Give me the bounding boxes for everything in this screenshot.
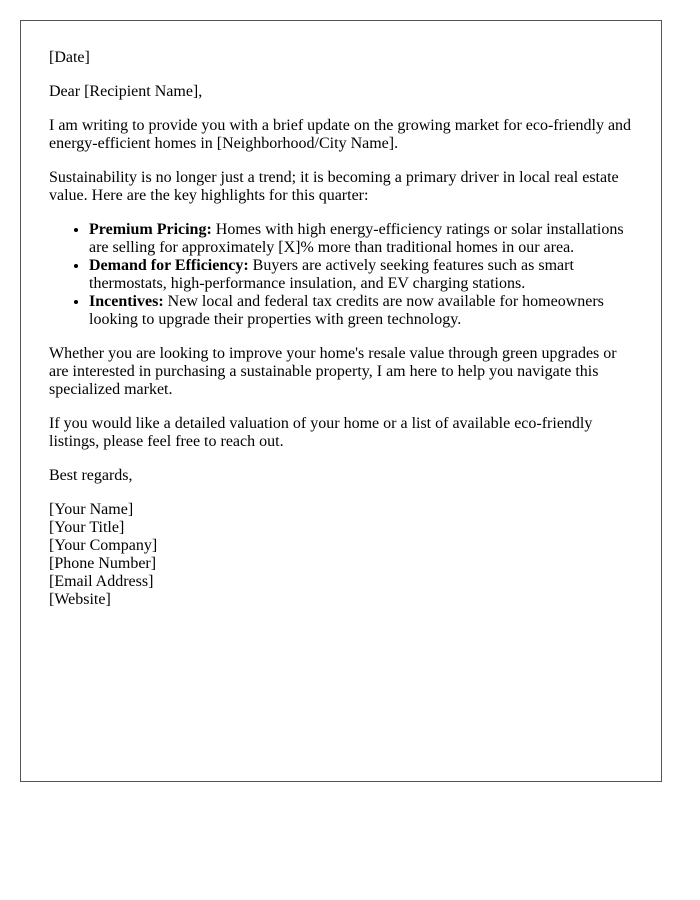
- signature-company: [Your Company]: [49, 537, 158, 554]
- highlight-text: Homes with high energy-efficiency ratings or solar installations are selling for approximately [X]% more than traditional homes in our area.: [89, 221, 624, 256]
- highlight-text: New local and federal tax credits are now available for homeowners looking to upgrade their properties with green technology.: [89, 293, 604, 328]
- signature-website: [Website]: [49, 591, 111, 608]
- highlight-title: Incentives:: [89, 293, 164, 310]
- highlights-list: [49, 221, 633, 329]
- signature-name: [Your Name]: [49, 501, 134, 518]
- signature-phone: [Phone Number]: [49, 555, 157, 572]
- letter: [20, 20, 662, 782]
- signature-title: [Your Title]: [49, 519, 125, 536]
- highlight-title: Premium Pricing:: [89, 221, 212, 238]
- context-paragraph: Sustainability is no longer just a trend; it is becoming a primary driver in local real estate value. Here are the key highlights for this quarter:: [49, 169, 619, 204]
- intro-paragraph: I am writing to provide you with a brief update on the growing market for eco-friendly and energy-efficient homes in [Neighborhood/City Name].: [49, 117, 632, 152]
- offer-paragraph: Whether you are looking to improve your home's resale value through green upgrades or are interested in purchasing a sustainable property, I am here to help you navigate this specialized market.: [49, 345, 617, 398]
- highlight-item: [89, 257, 633, 293]
- signature-block: [49, 501, 633, 609]
- highlight-item: [89, 293, 633, 329]
- highlight-title: Demand for Efficiency:: [89, 257, 249, 274]
- salutation: Dear [Recipient Name],: [49, 83, 203, 100]
- highlight-text: Buyers are actively seeking features such as smart thermostats, high-performance insulation, and EV charging stations.: [89, 257, 574, 292]
- closing: Best regards,: [49, 467, 133, 484]
- cta-paragraph: If you would like a detailed valuation of your home or a list of available eco-friendly listings, please feel free to reach out.: [49, 415, 593, 450]
- highlight-item: [89, 221, 633, 257]
- letter-date: [Date]: [49, 49, 90, 66]
- signature-email: [Email Address]: [49, 573, 154, 590]
